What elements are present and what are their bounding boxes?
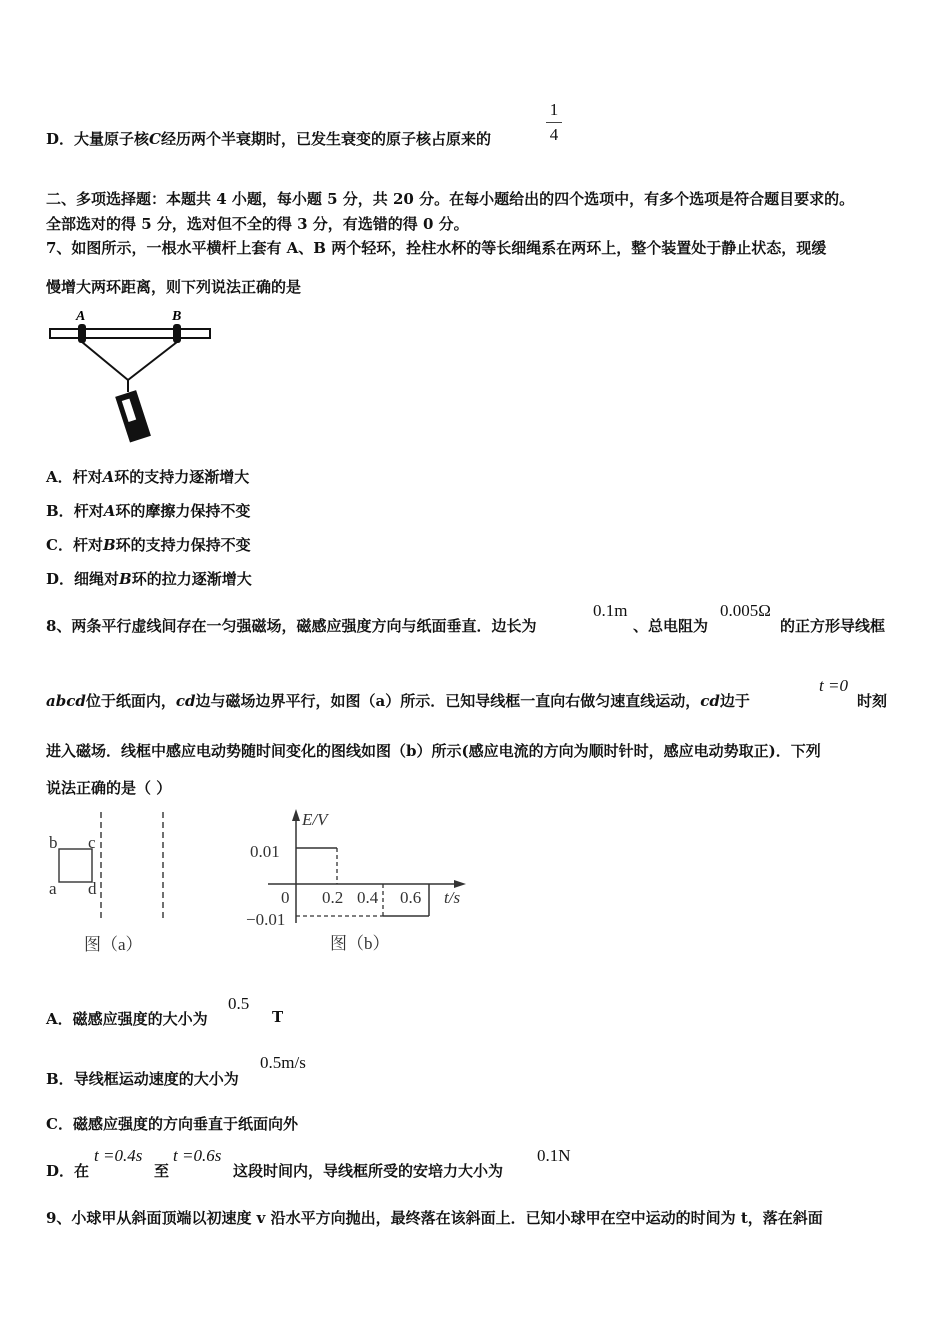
q8-stem-line1b: 、总电阻为	[633, 617, 709, 635]
q6-option-d: D．大量原子核C经历两个半衰期时，已发生衰变的原子核占原来的	[46, 130, 491, 148]
section2-line2: 全部选对的得 5 分，选对但不全的得 3 分，有选错的得 0 分。	[46, 215, 469, 233]
origin-label: 0	[281, 888, 290, 907]
time-start: t =0.4s	[94, 1146, 143, 1165]
string-right	[128, 342, 177, 380]
q8-option-d-to: 至	[154, 1162, 170, 1180]
label-a: A	[76, 309, 86, 324]
vertex-a: a	[49, 879, 57, 898]
q8-option-c: C．磁感应强度的方向垂直于纸面向外	[46, 1115, 298, 1133]
vertex-c: c	[88, 833, 96, 852]
field-strength-value: 0.5	[228, 994, 250, 1013]
side-length: 0.1m	[593, 601, 628, 620]
q8-figure-b-chart	[240, 805, 480, 965]
section2-line1: 二、多项选择题：本题共 4 小题，每小题 5 分，共 20 分。在每小题给出的四个选项中，有多个选项是符合题目要求的。	[46, 190, 855, 208]
q8-stem-line2-end: 时刻	[857, 692, 888, 710]
speed-value: 0.5m/s	[260, 1053, 306, 1072]
q8-stem-line3: 进入磁场．线框中感应电动势随时间变化的图线如图（b）所示(感应电流的方向为顺时针时，感应电动势取正)．下列	[46, 742, 821, 760]
x-axis-arrow	[454, 880, 466, 888]
field-strength-unit: T	[272, 1008, 284, 1026]
caption-a: 图（a）	[84, 935, 143, 954]
q8-stem-line1c: 的正方形导线框	[780, 617, 886, 635]
total-resistance: 0.005Ω	[720, 601, 771, 620]
x-tick-2: 0.4	[357, 888, 379, 907]
q7-figure	[46, 306, 216, 444]
label-b: B	[172, 309, 182, 324]
wire-frame	[59, 849, 92, 882]
q7-option-b: B．杆对A环的摩擦力保持不变	[46, 502, 251, 520]
q8-option-a: A．磁感应强度的大小为	[46, 1010, 208, 1028]
y-tick-neg: −0.01	[246, 910, 286, 929]
x-tick-1: 0.2	[322, 888, 344, 907]
q7-option-c: C．杆对B环的支持力保持不变	[46, 536, 251, 554]
q8-stem-line1a: 8、两条平行虚线间存在一匀强磁场，磁感应强度方向与纸面垂直．边长为	[46, 617, 537, 635]
string-left	[82, 342, 128, 380]
time-zero: t =0	[819, 676, 848, 695]
ampere-force-value: 0.1N	[537, 1146, 571, 1165]
q8-stem-line2: abcd位于纸面内，cd边与磁场边界平行，如图（a）所示．已知导线框一直向右做匀速直线运动，cd边于	[46, 692, 750, 710]
x-tick-3: 0.6	[400, 888, 422, 907]
q7-stem-line2: 慢增大两环距离，则下列说法正确的是	[46, 278, 302, 296]
caption-b: 图（b）	[330, 934, 390, 953]
vertex-b: b	[49, 833, 58, 852]
horizontal-rod	[50, 329, 210, 338]
vertex-d: d	[88, 879, 97, 898]
x-axis-label: t/s	[444, 888, 461, 907]
y-axis-arrow	[292, 809, 300, 821]
q8-stem-line4: 说法正确的是（ ）	[46, 779, 172, 797]
q8-figure-a	[46, 810, 186, 960]
fraction-one-quarter: 1 4	[546, 100, 562, 145]
ring-a	[78, 324, 86, 343]
q8-option-d-text: 这段时间内，导线框所受的安培力大小为	[233, 1162, 504, 1180]
water-cup	[115, 390, 151, 442]
q8-option-d-start: D．在	[46, 1162, 90, 1180]
q7-stem-line1: 7、如图所示，一根水平横杆上套有 A、B 两个轻环，拴柱水杯的等长细绳系在两环上，整个装置处于静止状态，现缓	[46, 239, 827, 257]
y-axis-label: E/V	[302, 810, 328, 829]
q7-option-d: D．细绳对B环的拉力逐渐增大	[46, 570, 252, 588]
q8-option-b: B．导线框运动速度的大小为	[46, 1070, 239, 1088]
q9-stem-line1: 9、小球甲从斜面顶端以初速度 v 沿水平方向抛出，最终落在该斜面上．已知小球甲在空中运动的时间为 t，落在斜面	[46, 1209, 823, 1227]
q7-option-a: A．杆对A环的支持力逐渐增大	[46, 468, 250, 486]
time-end: t =0.6s	[173, 1146, 222, 1165]
ring-b	[173, 324, 181, 343]
y-tick-pos: 0.01	[250, 842, 280, 861]
